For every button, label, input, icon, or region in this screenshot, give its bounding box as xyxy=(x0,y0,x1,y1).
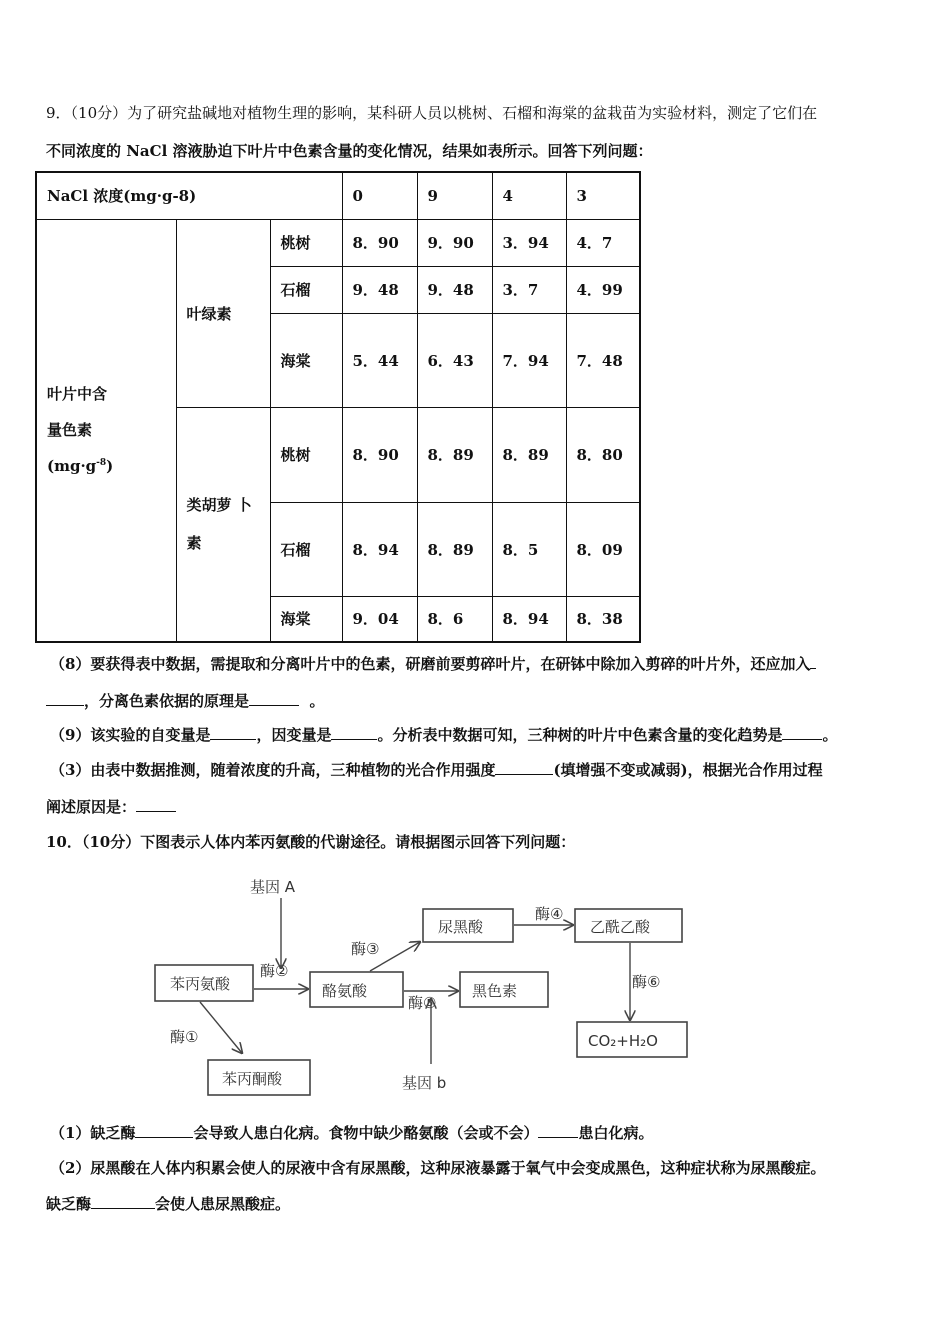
pigment-chlorophyll-label: 叶绿素 xyxy=(176,219,270,407)
value-cell: 4．99 xyxy=(566,266,640,313)
value-cell: 8．89 xyxy=(417,407,492,502)
answer-blank xyxy=(782,725,822,740)
q10-sub1: （1）缺乏酶 会导致人患白化病。食物中缺少酪氨酸（会或不会） 患白化病。 xyxy=(50,1124,654,1142)
plant-cell: 海棠 xyxy=(270,313,342,407)
row-group-label: 叶片中含 量色素 $(mg\cdot g^{-8})$ xyxy=(36,219,176,642)
value-cell: 8．6 xyxy=(417,596,492,642)
value-cell: 9．48 xyxy=(342,266,417,313)
q9-sub9: （9）该实验的自变量是 ，因变量是 。分析表中数据可知，三种树的叶片中色素含量的变化趋势是 。 xyxy=(50,726,838,744)
enzyme3-label: 酶③ xyxy=(351,940,380,958)
answer-blank xyxy=(210,725,256,740)
metabolism-diagram xyxy=(150,872,710,1102)
phe-to-ppa-arrow xyxy=(200,1002,242,1053)
hga-label: 尿黑酸 xyxy=(438,918,484,936)
concentration-cell: 0 xyxy=(342,172,417,219)
enzyme2-label: 酶② xyxy=(260,962,289,980)
pigment-carotenoid-label: 类胡萝 卜 素 xyxy=(176,407,270,642)
answer-blank xyxy=(495,760,553,775)
value-cell: 7．94 xyxy=(492,313,566,407)
value-cell: 8．5 xyxy=(492,502,566,596)
value-cell: 4．7 xyxy=(566,219,640,266)
plant-cell: 桃树 xyxy=(270,407,342,502)
answer-blank xyxy=(91,1194,155,1209)
value-cell: 8．38 xyxy=(566,596,640,642)
q9-intro-line2: 不同浓度的 NaCl 溶液胁迫下叶片中色素含量的变化情况，结果如表所示。回答下列问题： xyxy=(46,142,653,160)
enzyme1-label: 酶① xyxy=(170,1028,199,1046)
q10-sub2-line2: 缺乏酶 会使人患尿黑酸症。 xyxy=(46,1195,291,1213)
answer-blank xyxy=(331,725,377,740)
answer-blank xyxy=(249,691,299,706)
answer-blank xyxy=(46,691,84,706)
ppa-label: 苯丙酮酸 xyxy=(222,1070,283,1088)
value-cell: 8．90 xyxy=(342,407,417,502)
value-cell: 8．89 xyxy=(417,502,492,596)
plant-cell: 海棠 xyxy=(270,596,342,642)
value-cell: 6．43 xyxy=(417,313,492,407)
value-cell: 3．7 xyxy=(492,266,566,313)
nacl-concentration-header: NaCl 浓度(mg·g-8) xyxy=(36,172,342,219)
value-cell: 8．89 xyxy=(492,407,566,502)
gene-b-label: 基因 b xyxy=(402,1074,447,1092)
value-cell: 9．04 xyxy=(342,596,417,642)
q10-title: 10．（10分）下图表示人体内苯丙氨酸的代谢途径。请根据图示回答下列问题： xyxy=(46,833,576,851)
value-cell: 5．44 xyxy=(342,313,417,407)
value-cell: 8．94 xyxy=(492,596,566,642)
value-cell: 8．94 xyxy=(342,502,417,596)
phe-label: 苯丙氨酸 xyxy=(170,975,231,993)
q9-sub3-line2: 阐述原因是： xyxy=(46,796,176,817)
q10-sub2-line1: （2）尿黑酸在人体内积累会使人的尿液中含有尿黑酸，这种尿液暴露于氧气中会变成黑色，这种症状称为尿黑酸症。 xyxy=(50,1159,826,1177)
table-header-row xyxy=(36,172,640,219)
value-cell: 3．94 xyxy=(492,219,566,266)
q9-sub8-line1: （8）要获得表中数据，需提取和分离叶片中的色素，研磨前要剪碎叶片，在研钵中除加入剪碎的叶片外，还应加入 xyxy=(50,653,816,674)
q9-intro-line1: 9．（10分）为了研究盐碱地对植物生理的影响，某科研人员以桃树、石榴和海棠的盆栽苗为实验材料，测定了它们在 xyxy=(46,104,818,122)
melanin-label: 黑色素 xyxy=(472,982,518,1000)
answer-blank xyxy=(135,1123,193,1138)
answer-blank xyxy=(810,654,816,669)
plant-cell: 石榴 xyxy=(270,266,342,313)
enzyme4-label: 酶④ xyxy=(535,905,564,923)
enzyme5-label: 酶⑤ xyxy=(408,994,437,1012)
answer-blank xyxy=(538,1123,578,1138)
concentration-cell: 3 xyxy=(566,172,640,219)
concentration-cell: 9 xyxy=(417,172,492,219)
value-cell: 9．48 xyxy=(417,266,492,313)
concentration-cell: 4 xyxy=(492,172,566,219)
enzyme6-label: 酶⑥ xyxy=(632,973,661,991)
q9-sub3-line1: （3）由表中数据推测，随着浓度的升高，三种植物的光合作用强度 (填增强不变或减弱)，根据光合作用过程 xyxy=(50,761,823,779)
q9-sub8-line2: ，分离色素依据的原理是 。 xyxy=(46,690,324,711)
value-cell: 8．80 xyxy=(566,407,640,502)
aaa-label: 乙酰乙酸 xyxy=(590,918,651,936)
value-cell: 8．09 xyxy=(566,502,640,596)
table-row xyxy=(36,219,640,266)
pigment-table xyxy=(35,171,641,643)
gene-a-label: 基因 A xyxy=(250,878,296,896)
value-cell: 9．90 xyxy=(417,219,492,266)
plant-cell: 石榴 xyxy=(270,502,342,596)
plant-cell: 桃树 xyxy=(270,219,342,266)
answer-blank xyxy=(136,797,176,812)
co2-h2o-label: CO₂+H₂O xyxy=(588,1032,658,1050)
tyr-label: 酪氨酸 xyxy=(322,982,368,1000)
value-cell: 7．48 xyxy=(566,313,640,407)
value-cell: 8．90 xyxy=(342,219,417,266)
